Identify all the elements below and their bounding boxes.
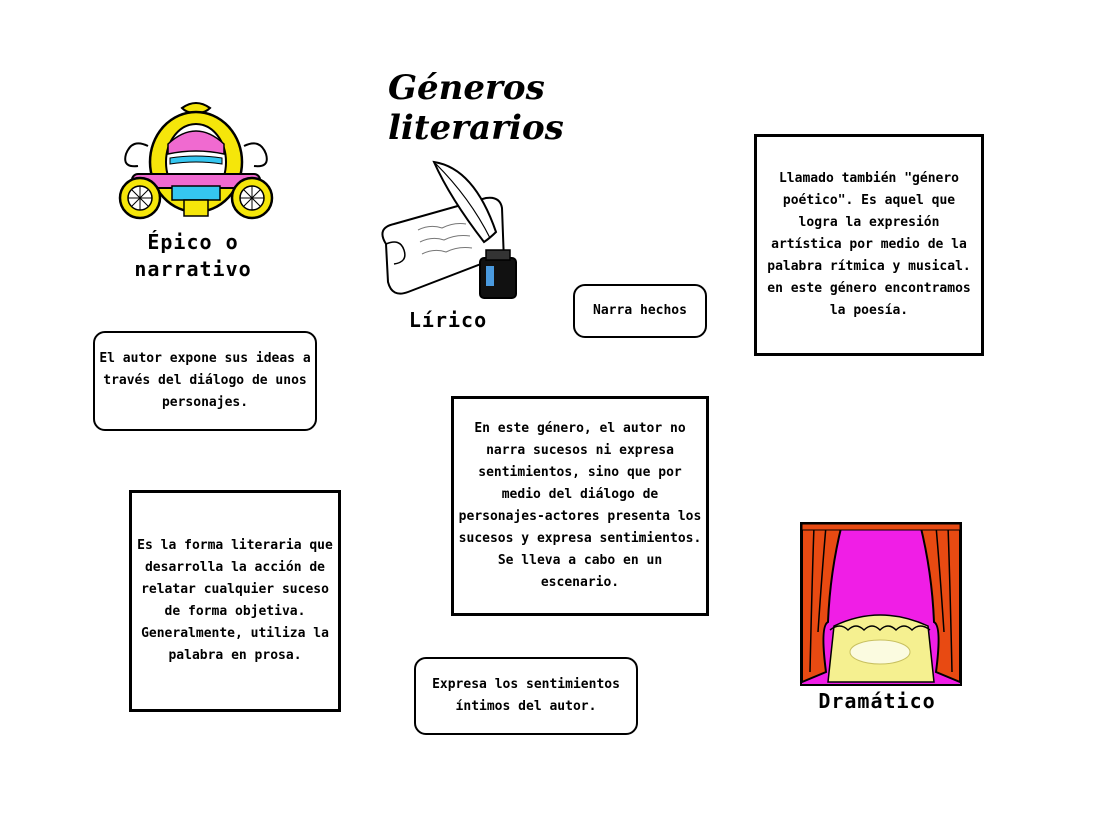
genre-label-lyric: Lírico bbox=[408, 308, 488, 332]
theater-stage-icon bbox=[800, 522, 962, 686]
drama-text: En este género, el autor no narra sucesos ni expresa sentimientos, sino que por medio del diálogo de personajes-actores presenta los sucesos y expresa sentimientos. Se lleva a cabo en un escenario. bbox=[458, 421, 702, 590]
quill-scroll-icon bbox=[374, 158, 530, 304]
dialogue-box bbox=[93, 331, 317, 431]
feelings-box bbox=[414, 657, 638, 735]
dialogue-text: El autor expone sus ideas a través del diálogo de unos personajes. bbox=[99, 351, 311, 410]
narrates-box bbox=[573, 284, 707, 338]
page-title: Géneros literarios bbox=[388, 68, 564, 148]
carriage-icon bbox=[112, 100, 280, 224]
narrates-text: Narra hechos bbox=[593, 303, 687, 318]
genre-label-dramatic: Dramático bbox=[818, 689, 936, 713]
genre-label-epic: Épico o narrativo bbox=[134, 230, 252, 281]
poetic-text: Llamado también "género poético". Es aquel que logra la expresión artística por medio de la palabra rítmica y musical. en este género encontramos la poesía. bbox=[767, 171, 971, 318]
drama-box bbox=[451, 396, 709, 616]
poetic-box bbox=[754, 134, 984, 356]
prose-box bbox=[129, 490, 341, 712]
prose-text: Es la forma literaria que desarrolla la acción de relatar cualquier suceso de forma objetiva. Generalmente, utiliza la palabra en prosa. bbox=[137, 538, 333, 663]
feelings-text: Expresa los sentimientos íntimos del autor. bbox=[432, 677, 620, 714]
